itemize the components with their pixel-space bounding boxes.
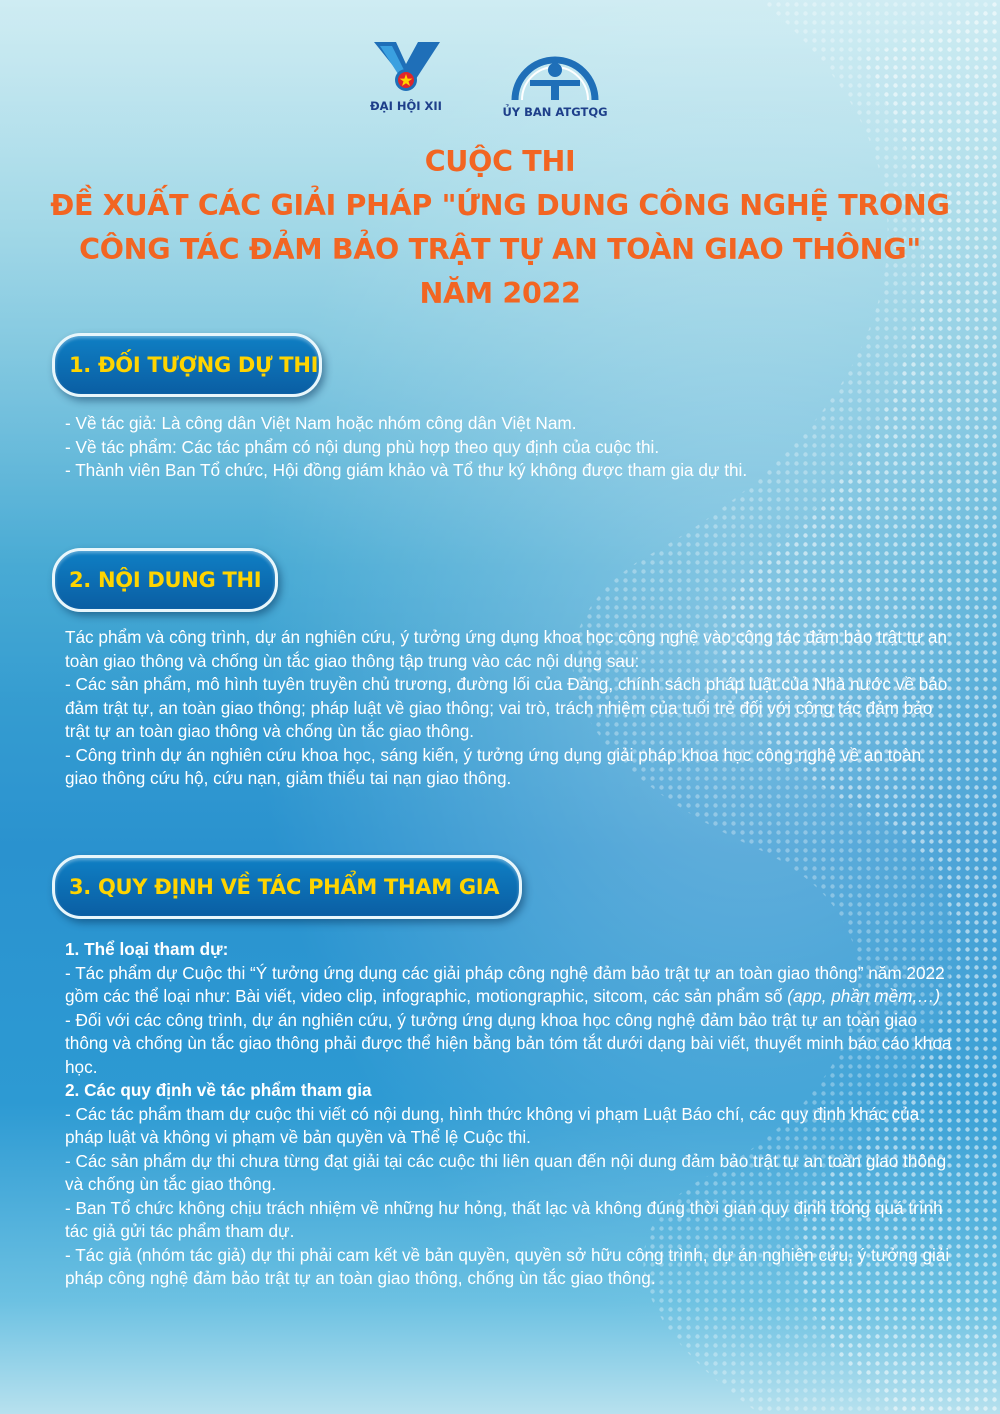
section-3-paragraph-text: - Tác phẩm dự Cuộc thi “Ý tưởng ứng dụng các giải pháp công nghệ đảm bảo trật tự an toàn giao thông” năm 2022 gồm các thể loại như: Bài viết, video clip, infographic, motiongraphic, sitcom, các sản phẩm số (65, 962, 945, 1006)
section-2-heading (52, 548, 278, 612)
title-line-1: CUỘC THI (424, 145, 576, 178)
section-3-paragraph: - Đối với các công trình, dự án nghiên cứu, ý tưởng ứng dụng khoa học công nghệ đảm bảo trật tự an toàn giao thông và chống ùn tắc giao thông phải được thể hiện bằng bản tóm tắt dưới dạng bài viết, thuyết minh báo cáo khoa học. (65, 1009, 952, 1077)
section-3-body (65, 938, 955, 1291)
page-title (0, 140, 1000, 316)
section-1-paragraph: - Về tác giả: Là công dân Việt Nam hoặc nhóm công dân Việt Nam. (65, 413, 577, 433)
section-1-body (65, 412, 955, 483)
section-3-paragraph: - Các sản phẩm dự thi chưa từng đạt giải tại các cuộc thi liên quan đến nội dung đảm bảo trật tự an toàn giao thông và chống ùn tắc giao thông. (65, 1150, 947, 1194)
logo-right-label: ỦY BAN ATGTQG (502, 105, 608, 119)
title-line-3: CÔNG TÁC ĐẢM BẢO TRẬT TỰ AN TOÀN GIAO THÔNG" (79, 233, 921, 266)
section-2-paragraph: - Các sản phẩm, mô hình tuyên truyền chủ trương, đường lối của Đảng, chính sách pháp luật của Nhà nước về bảo đảm trật tự, an toàn giao thông; pháp luật về giao thông; vai trò, trách nhiệm của tuổi trẻ đối với công tác đảm bảo trật tự an toàn giao thông và chống ùn tắc giao thông. (65, 674, 948, 741)
section-2-heading-text: 2. NỘI DUNG THI (69, 568, 262, 592)
section-1-paragraph: - Về tác phẩm: Các tác phẩm có nội dung phù hợp theo quy định của cuộc thi. (65, 436, 660, 457)
section-3-heading (52, 855, 522, 919)
section-3-paragraph: - Các tác phẩm tham dự cuộc thi viết có nội dung, hình thức không vi phạm Luật Báo chí, các quy định khác của pháp luật và không vi phạm về bản quyền và Thể lệ Cuộc thi. (65, 1103, 920, 1147)
traffic-safety-committee-logo-icon (500, 42, 610, 122)
section-3-subheading: 2. Các quy định về tác phẩm tham gia (65, 1080, 372, 1100)
section-3-subheading: 1. Thể loại tham dự: (65, 939, 229, 959)
section-3-heading-text: 3. QUY ĐỊNH VỀ TÁC PHẨM THAM GIA (69, 875, 500, 899)
section-2-body (65, 626, 955, 791)
logo-left-label: ĐẠI HỘI XII (370, 99, 442, 113)
section-2-paragraph: Tác phẩm và công trình, dự án nghiên cứu, ý tưởng ứng dụng khoa học công nghệ vào công tác đảm bảo trật tự an toàn giao thông và chống ùn tắc giao thông tập trung vào các nội dung sau: (65, 627, 947, 671)
section-3-paragraph: - Tác giả (nhóm tác giả) dự thi phải cam kết về bản quyền, quyền sở hữu công trình, dự án nghiên cứu, ý tưởng giải pháp công nghệ đảm bảo trật tự an toàn giao thông, chống ùn tắc giao thông. (65, 1244, 950, 1288)
section-3-paragraph (65, 962, 955, 1009)
section-1-heading (52, 333, 322, 397)
title-line-4: NĂM 2022 (419, 277, 581, 310)
section-3-paragraph: - Ban Tổ chức không chịu trách nhiệm về những hư hỏng, thất lạc và không đúng thời gian quy định trong quá trình tác giả gửi tác phẩm tham dự. (65, 1197, 943, 1241)
youth-union-logo-icon (366, 38, 446, 116)
section-1-paragraph: - Thành viên Ban Tổ chức, Hội đồng giám khảo và Tổ thư ký không được tham gia dự thi. (65, 460, 748, 480)
section-2-paragraph: - Công trình dự án nghiên cứu khoa học, sáng kiến, ý tưởng ứng dụng giải pháp khoa học công nghệ về an toàn giao thông cứu hộ, cứu nạn, giảm thiểu tai nạn giao thông. (65, 744, 922, 788)
logo-bar (0, 32, 1000, 122)
section-1-heading-text: 1. ĐỐI TƯỢNG DỰ THI (69, 353, 319, 377)
section-3-paragraph-italic: (app, phần mềm,…) (787, 986, 941, 1006)
title-line-2: ĐỀ XUẤT CÁC GIẢI PHÁP "ỨNG DUNG CÔNG NGHỆ TRONG (50, 189, 950, 222)
